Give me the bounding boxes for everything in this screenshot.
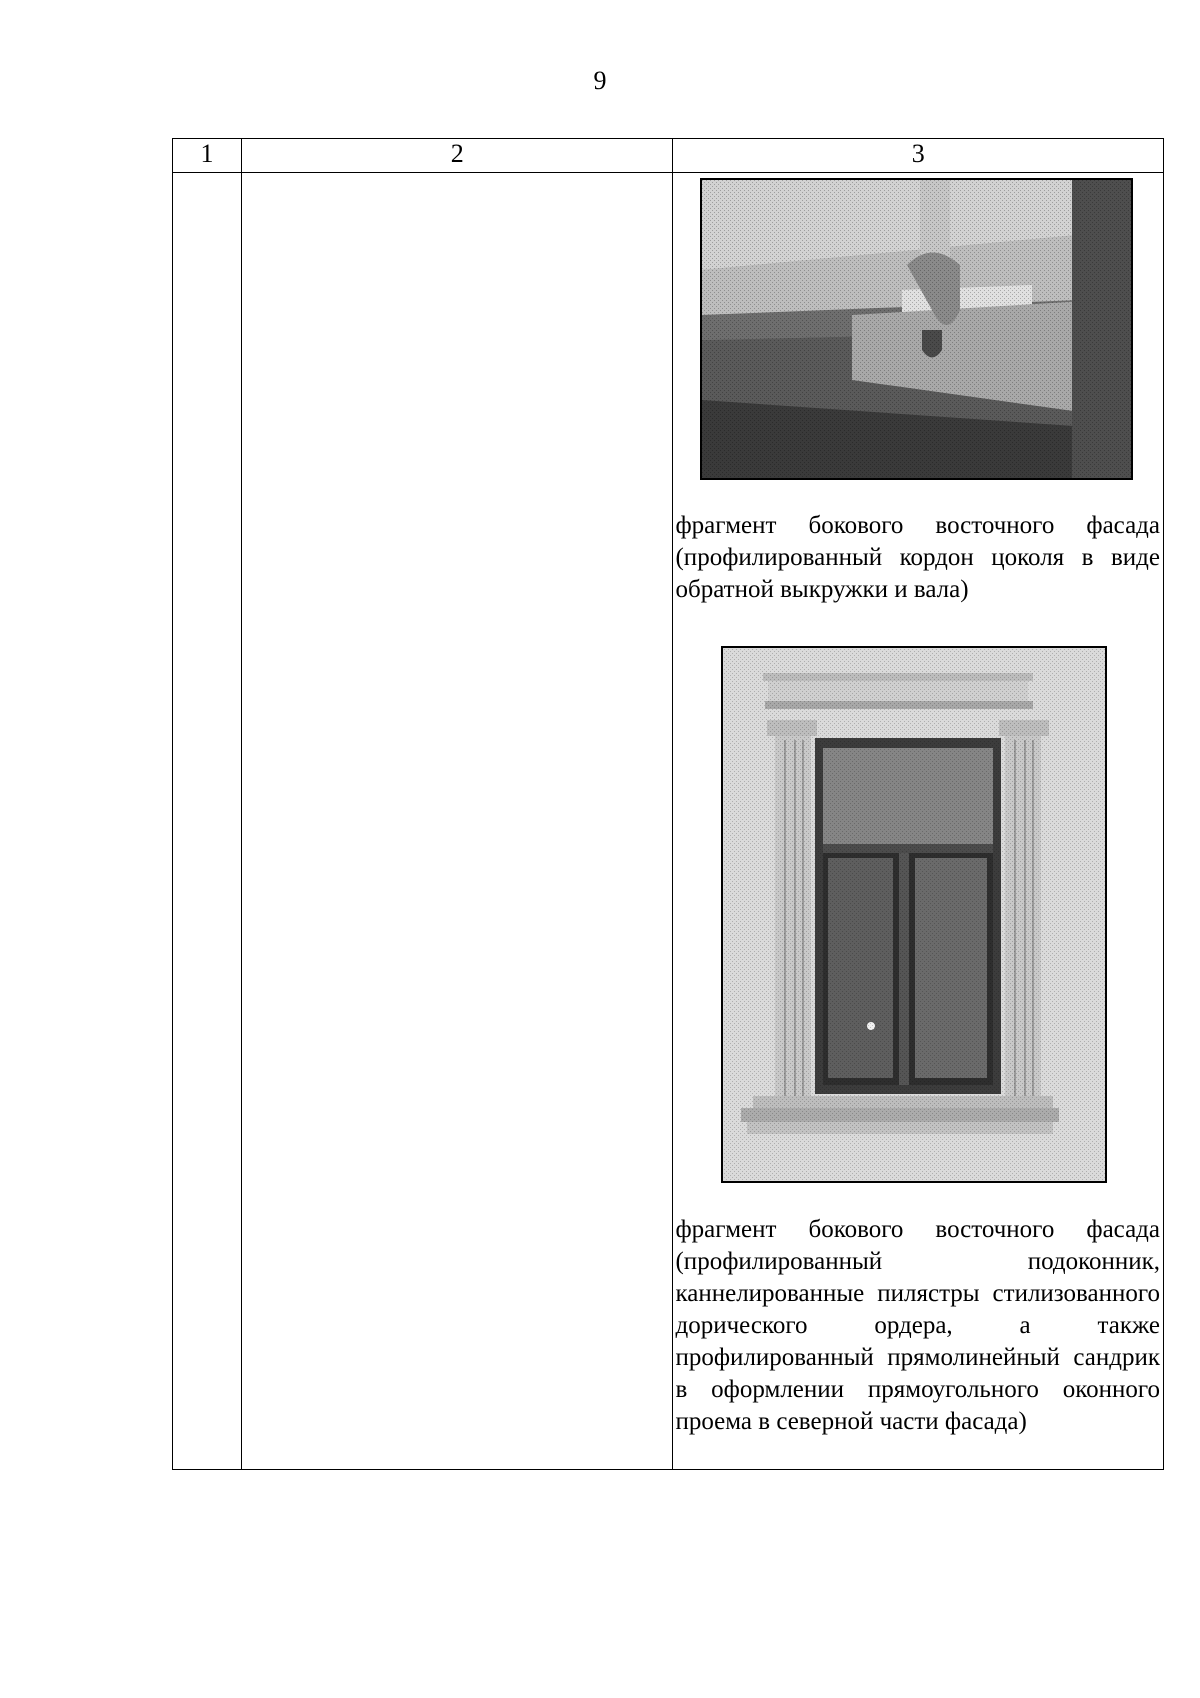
cell-col-2: [242, 173, 673, 1470]
table-row: [173, 173, 1164, 1470]
cell-col-1: [173, 173, 242, 1470]
page-number: 9: [593, 66, 607, 95]
header-col-1: 1: [173, 139, 242, 173]
cell-col-3: [673, 173, 1164, 1470]
photo-cordon-plinth: [700, 178, 1133, 480]
caption-window-surround: фрагмент бокового восточного фасада (профилированный подоконник, каннелированные пилястры стилизованного дорического ордера, а также профилированный прямолинейный сандрик в оформлении прямоугольного оконного проема в северной части фасада): [675, 1216, 1160, 1435]
table-header-row: [173, 139, 1164, 173]
photo-window-surround: [721, 646, 1107, 1183]
caption-cordon-plinth: фрагмент бокового восточного фасада (профилированный кордон цоколя в виде обратной выкружки и вала): [675, 512, 1160, 603]
header-col-3: 3: [673, 139, 1164, 173]
header-col-2: 2: [242, 139, 673, 173]
heritage-table: [172, 138, 1164, 1470]
